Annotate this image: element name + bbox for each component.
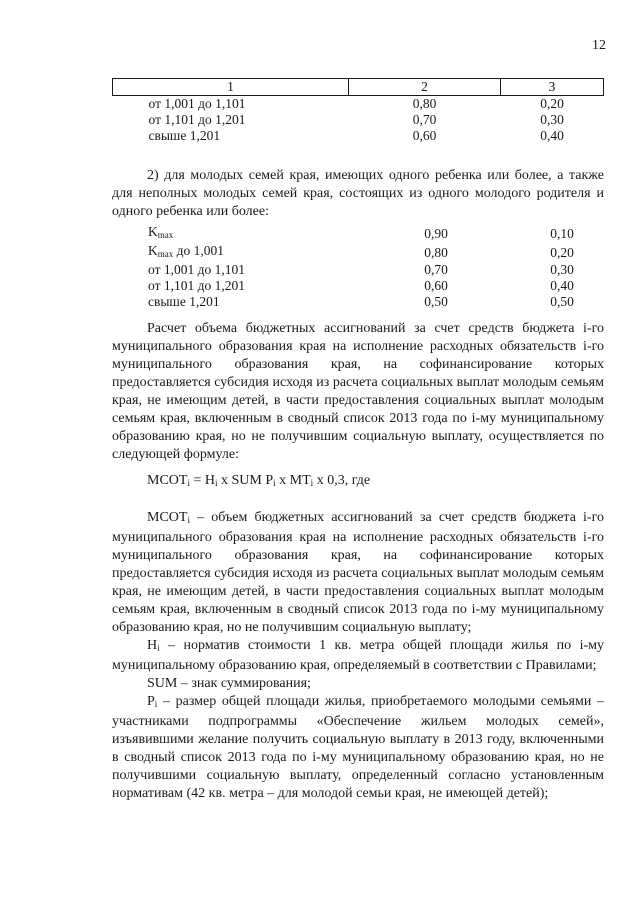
k-subscript: max: [157, 230, 174, 240]
table-row: [113, 112, 604, 128]
table-row: [148, 224, 612, 243]
table-row: [148, 243, 612, 262]
calculation-paragraph-block: [112, 320, 604, 464]
families-paragraph: 2) для молодых семей края, имеющих одного ребенка или более, а также для неполных молодых семей края, состоящих из одного молодого родителя и одного ребенка или более:: [112, 168, 604, 219]
table-cell: 0,30: [540, 112, 564, 127]
table-cell: 0,90: [424, 225, 448, 241]
table-cell: 0,80: [412, 96, 437, 111]
table-cell: 0,50: [550, 294, 574, 309]
table-cell: свыше 1,201: [148, 294, 220, 309]
k-range: до 1,001: [173, 243, 224, 258]
definitions-block: [112, 509, 604, 803]
table-cell: 0,60: [412, 128, 437, 143]
calculation-paragraph: Расчет объема бюджетных ассигнований за счет средств бюджета i-го муниципального образования края на исполнение расходных обязательств i-го муниципального образования края, на софинансирование которых предоставляется субсидия исходя из расчета социальных выплат молодым семьям края, не имеющим детей, в части предоставления социальных выплат молодым семьям края, включенным в сводный список 2013 года по i-му муниципальному образованию края, но не получившим социальную выплату, осуществляется по следующей формуле:: [112, 321, 604, 462]
table-row: [148, 294, 612, 310]
table-cell: [148, 243, 360, 262]
k-subscript: max: [157, 249, 174, 259]
table-header-cell: 3: [501, 79, 604, 96]
page-number: 12: [592, 38, 606, 53]
table-cell: 0,70: [412, 112, 437, 127]
definition-h: $Н_i$ – норматив стоимости 1 кв. метра общей площади жилья по i-му муниципальному образованию края, определяемый в соответствии с Правилами;: [112, 638, 604, 673]
table-header-cell: 2: [349, 79, 501, 96]
table-cell: 0,20: [540, 96, 564, 111]
coefficient-table-families: [148, 224, 612, 310]
table-cell: 0,70: [424, 262, 448, 277]
table-row: [113, 128, 604, 144]
formula-block: [112, 472, 604, 492]
table-cell: от 1,001 до 1,101: [148, 96, 246, 111]
table-header-cell: 1: [113, 79, 349, 96]
table-cell: 0,30: [550, 262, 574, 277]
formula: $МСОТ_i = Н_i$ x SUM $P_i$ x $МТ_i$ x 0,3, где: [147, 473, 371, 488]
table-cell: 0,40: [550, 278, 574, 293]
table-cell: 0,20: [550, 244, 574, 260]
table-cell: 0,40: [540, 128, 564, 143]
k-symbol: K: [148, 224, 158, 239]
coefficient-table-continued: [112, 78, 604, 144]
table-cell: свыше 1,201: [148, 128, 221, 143]
definition-p: $P_i$ – размер общей площади жилья, приобретаемого молодыми семьями – участниками подпрограммы «Обеспечение жильем молодых семей», изъявившими желание получить социальную выплату в 2013 году, включенными в сводный список 2013 года по i-му муниципальному образованию края, но не получившими социальную выплату, определенный согласно установленным нормативам (42 кв. метра – для молодой семьи края, не имеющей детей);: [112, 694, 604, 801]
table-cell: [148, 224, 360, 243]
table-cell: 0,50: [424, 294, 448, 309]
table-cell: от 1,101 до 1,201: [148, 112, 246, 127]
table-cell: 0,80: [424, 244, 448, 260]
definition-sum: SUM – знак суммирования;: [147, 676, 311, 691]
table-cell: 0,10: [550, 225, 574, 241]
table-cell: 0,60: [424, 278, 448, 293]
table-cell: от 1,001 до 1,101: [148, 262, 245, 277]
families-paragraph-block: [112, 167, 604, 221]
table-row: [148, 278, 612, 294]
table-row: [113, 96, 604, 113]
table-header-row: [113, 79, 604, 96]
table-row: [148, 262, 612, 278]
table-cell: от 1,101 до 1,201: [148, 278, 245, 293]
definition-mcot: $МСОТ_i$ – объем бюджетных ассигнований за счет средств бюджета i-го муниципального образования края на исполнение расходных обязательств i-го муниципального образования края, на софинансирование которых предоставляется субсидия исходя из расчета социальных выплат молодым семьям края, не имеющим детей, в части предоставления социальных выплат молодым семьям края, включенным в сводный список 2013 года по i-му муниципальному образованию края, но не получившим социальную выплату;: [112, 510, 604, 635]
k-symbol: K: [148, 243, 158, 258]
